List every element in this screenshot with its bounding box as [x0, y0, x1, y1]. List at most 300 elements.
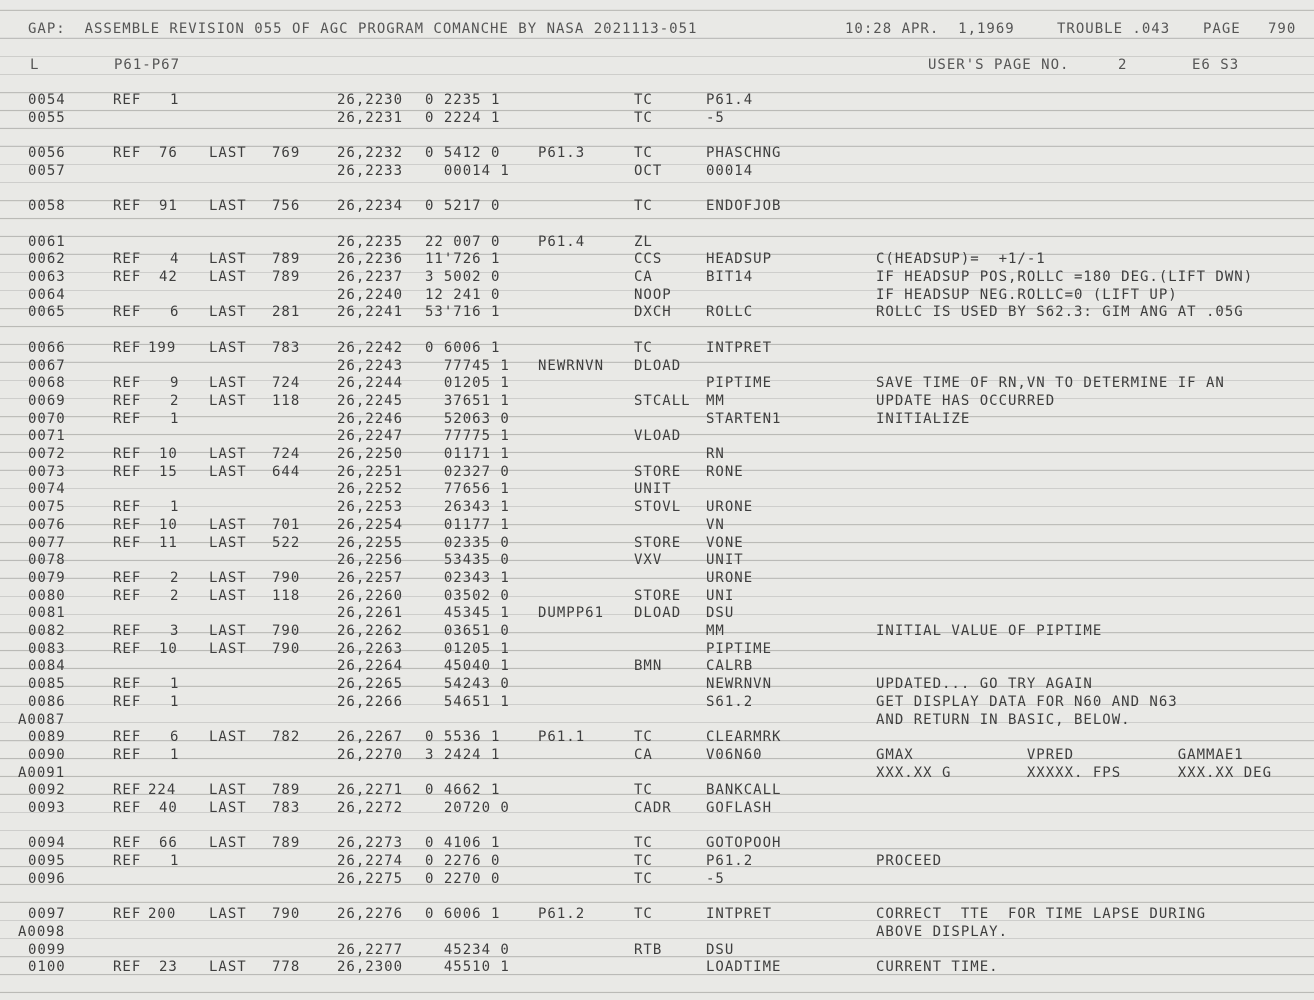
operand: S61.2: [706, 693, 754, 710]
symbol-label: DUMPP61: [538, 605, 605, 622]
line-number: 0062: [28, 251, 66, 268]
ref-label: REF: [113, 729, 142, 746]
opcode: TC: [634, 870, 653, 887]
opcode: BMN: [634, 658, 663, 675]
operand: CLEARMRK: [706, 729, 782, 746]
ref-label: REF: [113, 640, 142, 657]
line-number: 0058: [28, 198, 66, 215]
ref-label: REF: [113, 623, 142, 639]
listing-row: [0, 622, 1314, 640]
ref-count: 23: [159, 959, 178, 976]
opcode: TC: [634, 906, 653, 923]
comment: IF HEADSUP NEG.ROLLC=0 (LIFT UP): [876, 286, 1178, 303]
last-page: 783: [272, 800, 301, 816]
subheader-users-page-number: 2: [1118, 57, 1128, 73]
last-label: LAST: [209, 587, 247, 604]
ref-count: 10: [159, 640, 178, 657]
address: 26,2233: [337, 162, 404, 179]
octal-word: 45510 1: [425, 959, 510, 976]
listing-row: [0, 392, 1314, 410]
opcode: CA: [634, 746, 653, 763]
ref-count: 10: [159, 446, 178, 462]
operand: MM: [706, 623, 725, 639]
last-page: 789: [272, 251, 301, 268]
address: 26,2243: [337, 357, 404, 374]
address: 26,2252: [337, 481, 404, 498]
ref-label: REF: [113, 392, 142, 409]
octal-word: 77745 1: [425, 357, 510, 374]
blank-line: [0, 180, 1314, 198]
ref-label: REF: [113, 853, 142, 870]
ref-label: REF: [113, 145, 142, 162]
listing-row: [0, 905, 1314, 923]
line-number: 0083: [28, 640, 66, 657]
ref-count: 1: [170, 676, 180, 693]
last-label: LAST: [209, 304, 247, 321]
last-page: 782: [272, 729, 301, 746]
ref-count: 1: [170, 853, 180, 870]
address: 26,2257: [337, 569, 404, 586]
comment: GET DISPLAY DATA FOR N60 AND N63: [876, 693, 1178, 710]
ref-count: 1: [170, 693, 180, 710]
comment: IF HEADSUP POS,ROLLC =180 DEG.(LIFT DWN): [876, 269, 1254, 285]
listing-row: [0, 480, 1314, 498]
blank-line: [0, 126, 1314, 144]
line-number: 0054: [28, 92, 66, 108]
listing-row: [0, 410, 1314, 428]
comment: C(HEADSUP)= +1/-1: [876, 251, 1046, 268]
blank-line: [0, 888, 1314, 906]
operand: HEADSUP: [706, 251, 773, 268]
line-number: 0065: [28, 304, 66, 321]
opcode: STORE: [634, 587, 682, 604]
octal-word: 02343 1: [425, 569, 510, 586]
listing-row: [0, 604, 1314, 622]
line-number: 0090: [28, 746, 66, 763]
ref-count: 42: [159, 269, 178, 285]
address: 26,2264: [337, 658, 404, 675]
ref-count: 200: [148, 906, 177, 923]
address: 26,2274: [337, 853, 404, 870]
line-number: 0097: [28, 906, 66, 923]
ref-count: 76: [159, 145, 178, 162]
ref-count: 2: [170, 587, 180, 604]
ref-count: 199: [148, 339, 177, 356]
operand: GOTOPOOH: [706, 835, 782, 852]
line-number: 0063: [28, 269, 66, 285]
line-number: 0056: [28, 145, 66, 162]
blank-line: [0, 817, 1314, 835]
octal-word: 53'716 1: [425, 304, 501, 321]
ref-count: 40: [159, 800, 178, 816]
listing-row: [0, 250, 1314, 268]
listing-row: [0, 711, 1314, 729]
last-page: 118: [272, 392, 301, 409]
operand: UNI: [706, 587, 735, 604]
opcode: RTB: [634, 941, 663, 958]
operand: RONE: [706, 463, 744, 480]
line-number: 0092: [28, 782, 66, 799]
ref-label: REF: [113, 516, 142, 533]
operand: 00014: [706, 162, 754, 179]
last-label: LAST: [209, 392, 247, 409]
line-number: 0061: [28, 233, 66, 250]
operand: -5: [706, 109, 725, 126]
last-label: LAST: [209, 198, 247, 215]
octal-word: 02335 0: [425, 534, 510, 551]
line-number: 0074: [28, 481, 66, 498]
comment: UPDATE HAS OCCURRED: [876, 392, 1056, 409]
octal-word: 0 5536 1: [425, 729, 501, 746]
octal-word: 3 5002 0: [425, 269, 501, 285]
last-page: 724: [272, 446, 301, 462]
symbol-label: NEWRNVN: [538, 357, 605, 374]
line-number: 0081: [28, 605, 66, 622]
octal-word: 01177 1: [425, 516, 510, 533]
opcode: CCS: [634, 251, 663, 268]
ref-label: REF: [113, 800, 142, 816]
ref-count: 1: [170, 410, 180, 427]
comment: ROLLC IS USED BY S62.3: GIM ANG AT .05G: [876, 304, 1244, 321]
last-page: 790: [272, 569, 301, 586]
operand: PIPTIME: [706, 640, 773, 657]
last-label: LAST: [209, 516, 247, 533]
line-number: 0099: [28, 941, 66, 958]
octal-word: 45345 1: [425, 605, 510, 622]
ref-label: REF: [113, 746, 142, 763]
operand: URONE: [706, 569, 754, 586]
address: 26,2254: [337, 516, 404, 533]
address: 26,2261: [337, 605, 404, 622]
octal-word: 0 5217 0: [425, 198, 501, 215]
ref-count: 2: [170, 569, 180, 586]
last-label: LAST: [209, 375, 247, 392]
line-number: 0100: [28, 959, 66, 976]
ref-label: REF: [113, 534, 142, 551]
line-number: 0082: [28, 623, 66, 639]
listing-row: [0, 799, 1314, 817]
octal-word: 03651 0: [425, 623, 510, 639]
octal-word: 0 2224 1: [425, 109, 501, 126]
comment: CORRECT TTE FOR TIME LAPSE DURING: [876, 906, 1207, 923]
opcode: DLOAD: [634, 605, 682, 622]
symbol-label: P61.1: [538, 729, 586, 746]
comment: PROCEED: [876, 853, 943, 870]
listing-row: [0, 286, 1314, 304]
address: 26,2245: [337, 392, 404, 409]
line-number: 0078: [28, 552, 66, 569]
last-label: LAST: [209, 534, 247, 551]
address: 26,2255: [337, 534, 404, 551]
comment: GMAX VPRED GAMMAE1: [876, 746, 1244, 763]
address: 26,2300: [337, 959, 404, 976]
operand: -5: [706, 870, 725, 887]
symbol-label: P61.2: [538, 906, 586, 923]
ref-count: 4: [170, 251, 180, 268]
ref-count: 10: [159, 516, 178, 533]
last-page: 789: [272, 835, 301, 852]
last-page: 118: [272, 587, 301, 604]
ref-count: 1: [170, 499, 180, 516]
operand: PHASCHNG: [706, 145, 782, 162]
last-page: 644: [272, 463, 301, 480]
listing-row: [0, 374, 1314, 392]
ref-label: REF: [113, 251, 142, 268]
last-label: LAST: [209, 640, 247, 657]
opcode: TC: [634, 109, 653, 126]
listing-row: [0, 339, 1314, 357]
subheader-users-page-label: USER'S PAGE NO.: [928, 57, 1070, 73]
last-label: LAST: [209, 623, 247, 639]
comment: XXX.XX G XXXXX. FPS XXX.XX DEG: [876, 764, 1273, 781]
last-label: LAST: [209, 959, 247, 976]
line-number: 0070: [28, 410, 66, 427]
listing-row: [0, 693, 1314, 711]
last-page: 783: [272, 339, 301, 356]
octal-word: 77775 1: [425, 428, 510, 445]
opcode: TC: [634, 782, 653, 799]
listing-row: [0, 640, 1314, 658]
line-number: 0077: [28, 534, 66, 551]
listing-row: [0, 852, 1314, 870]
line-number: A0091: [18, 764, 66, 781]
address: 26,2256: [337, 552, 404, 569]
ref-label: REF: [113, 375, 142, 392]
ref-label: REF: [113, 339, 142, 356]
ref-label: REF: [113, 782, 142, 799]
last-label: LAST: [209, 463, 247, 480]
line-number: 0055: [28, 109, 66, 126]
ref-label: REF: [113, 587, 142, 604]
address: 26,2253: [337, 499, 404, 516]
line-number: 0064: [28, 286, 66, 303]
comment: SAVE TIME OF RN,VN TO DETERMINE IF AN: [876, 375, 1225, 392]
opcode: TC: [634, 145, 653, 162]
ref-label: REF: [113, 499, 142, 516]
last-label: LAST: [209, 339, 247, 356]
opcode: STORE: [634, 463, 682, 480]
address: 26,2232: [337, 145, 404, 162]
ref-label: REF: [113, 198, 142, 215]
address: 26,2277: [337, 941, 404, 958]
ref-count: 9: [170, 375, 180, 392]
line-number: 0071: [28, 428, 66, 445]
ref-count: 1: [170, 746, 180, 763]
address: 26,2272: [337, 800, 404, 816]
line-number: 0089: [28, 729, 66, 746]
address: 26,2241: [337, 304, 404, 321]
listing-row: [0, 675, 1314, 693]
opcode: TC: [634, 198, 653, 215]
octal-word: 0 2276 0: [425, 853, 501, 870]
address: 26,2234: [337, 198, 404, 215]
listing-row: [0, 941, 1314, 959]
line-number: 0079: [28, 569, 66, 586]
last-label: LAST: [209, 906, 247, 923]
address: 26,2237: [337, 269, 404, 285]
line-number: 0095: [28, 853, 66, 870]
operand: VONE: [706, 534, 744, 551]
octal-word: 0 4106 1: [425, 835, 501, 852]
listing-row: [0, 569, 1314, 587]
operand: P61.2: [706, 853, 754, 870]
listing-row: [0, 233, 1314, 251]
comment: INITIAL VALUE OF PIPTIME: [876, 623, 1103, 639]
listing-row: [0, 587, 1314, 605]
listing-row: [0, 870, 1314, 888]
octal-word: 11'726 1: [425, 251, 501, 268]
octal-word: 26343 1: [425, 499, 510, 516]
listing-row: [0, 463, 1314, 481]
opcode: DXCH: [634, 304, 672, 321]
last-label: LAST: [209, 835, 247, 852]
line-number: 0067: [28, 357, 66, 374]
listing-row: [0, 162, 1314, 180]
address: 26,2236: [337, 251, 404, 268]
opcode: TC: [634, 92, 653, 108]
opcode: TC: [634, 729, 653, 746]
address: 26,2270: [337, 746, 404, 763]
last-page: 701: [272, 516, 301, 533]
ref-count: 11: [159, 534, 178, 551]
listing-row: [0, 445, 1314, 463]
opcode: TC: [634, 339, 653, 356]
operand: MM: [706, 392, 725, 409]
octal-word: 52063 0: [425, 410, 510, 427]
blank-line: [0, 215, 1314, 233]
operand: PIPTIME: [706, 375, 773, 392]
operand: ENDOFJOB: [706, 198, 782, 215]
header-page-label: PAGE: [1203, 21, 1241, 37]
opcode: DLOAD: [634, 357, 682, 374]
operand: CALRB: [706, 658, 754, 675]
listing-row: [0, 746, 1314, 764]
octal-word: 53435 0: [425, 552, 510, 569]
last-page: 769: [272, 145, 301, 162]
line-number: 0085: [28, 676, 66, 693]
last-page: 790: [272, 640, 301, 657]
address: 26,2271: [337, 782, 404, 799]
opcode: CADR: [634, 800, 672, 816]
octal-word: 3 2424 1: [425, 746, 501, 763]
operand: V06N60: [706, 746, 763, 763]
header-timestamp: 10:28 APR. 1,1969: [845, 21, 1015, 37]
subheader-code: E6 S3: [1192, 57, 1240, 73]
octal-word: 0 2270 0: [425, 870, 501, 887]
octal-word: 22 007 0: [425, 233, 501, 250]
ref-label: REF: [113, 304, 142, 321]
address: 26,2246: [337, 410, 404, 427]
operand: BANKCALL: [706, 782, 782, 799]
header-page-number: 790: [1268, 21, 1297, 37]
octal-word: 45234 0: [425, 941, 510, 958]
address: 26,2275: [337, 870, 404, 887]
listing-row: [0, 109, 1314, 127]
octal-word: 03502 0: [425, 587, 510, 604]
operand: DSU: [706, 941, 735, 958]
last-page: 790: [272, 906, 301, 923]
address: 26,2235: [337, 233, 404, 250]
listing-row: [0, 534, 1314, 552]
listing-row: [0, 516, 1314, 534]
listing-row: [0, 958, 1314, 976]
opcode: TC: [634, 835, 653, 852]
subheader-section: P61-P67: [114, 57, 181, 73]
ref-label: REF: [113, 569, 142, 586]
symbol-label: P61.3: [538, 145, 586, 162]
line-number: 0075: [28, 499, 66, 516]
last-page: 756: [272, 198, 301, 215]
octal-word: 12 241 0: [425, 286, 501, 303]
listing-row: [0, 551, 1314, 569]
address: 26,2260: [337, 587, 404, 604]
last-page: 790: [272, 623, 301, 639]
listing-row: [0, 728, 1314, 746]
line-number: 0093: [28, 800, 66, 816]
octal-word: 45040 1: [425, 658, 510, 675]
octal-word: 0 4662 1: [425, 782, 501, 799]
address: 26,2240: [337, 286, 404, 303]
ref-count: 6: [170, 304, 180, 321]
subheader-line: [0, 56, 1314, 74]
listing-row: [0, 91, 1314, 109]
blank-line: [0, 321, 1314, 339]
line-number: 0080: [28, 587, 66, 604]
opcode: STOVL: [634, 499, 682, 516]
octal-word: 20720 0: [425, 800, 510, 816]
address: 26,2265: [337, 676, 404, 693]
line-number: A0087: [18, 711, 66, 728]
last-page: 789: [272, 782, 301, 799]
last-label: LAST: [209, 569, 247, 586]
octal-word: 0 6006 1: [425, 906, 501, 923]
listing-row: [0, 197, 1314, 215]
operand: GOFLASH: [706, 800, 773, 816]
ref-count: 6: [170, 729, 180, 746]
line-number: 0094: [28, 835, 66, 852]
octal-word: 02327 0: [425, 463, 510, 480]
ref-label: REF: [113, 446, 142, 462]
last-page: 522: [272, 534, 301, 551]
symbol-label: P61.4: [538, 233, 586, 250]
listing-row: [0, 834, 1314, 852]
address: 26,2267: [337, 729, 404, 746]
operand: DSU: [706, 605, 735, 622]
last-page: 724: [272, 375, 301, 392]
last-label: LAST: [209, 269, 247, 285]
comment: ABOVE DISPLAY.: [876, 923, 1009, 940]
address: 26,2244: [337, 375, 404, 392]
ref-label: REF: [113, 463, 142, 480]
ref-label: REF: [113, 269, 142, 285]
comment: INITIALIZE: [876, 410, 971, 427]
subheader-l: L: [30, 57, 40, 73]
octal-word: 00014 1: [425, 162, 510, 179]
header-line: [0, 20, 1314, 38]
last-label: LAST: [209, 800, 247, 816]
last-page: 778: [272, 959, 301, 976]
opcode: NOOP: [634, 286, 672, 303]
ref-label: REF: [113, 693, 142, 710]
address: 26,2242: [337, 339, 404, 356]
last-page: 281: [272, 304, 301, 321]
last-page: 789: [272, 269, 301, 285]
opcode: CA: [634, 269, 653, 285]
opcode: OCT: [634, 162, 663, 179]
octal-word: 0 5412 0: [425, 145, 501, 162]
opcode: UNIT: [634, 481, 672, 498]
line-number: 0068: [28, 375, 66, 392]
